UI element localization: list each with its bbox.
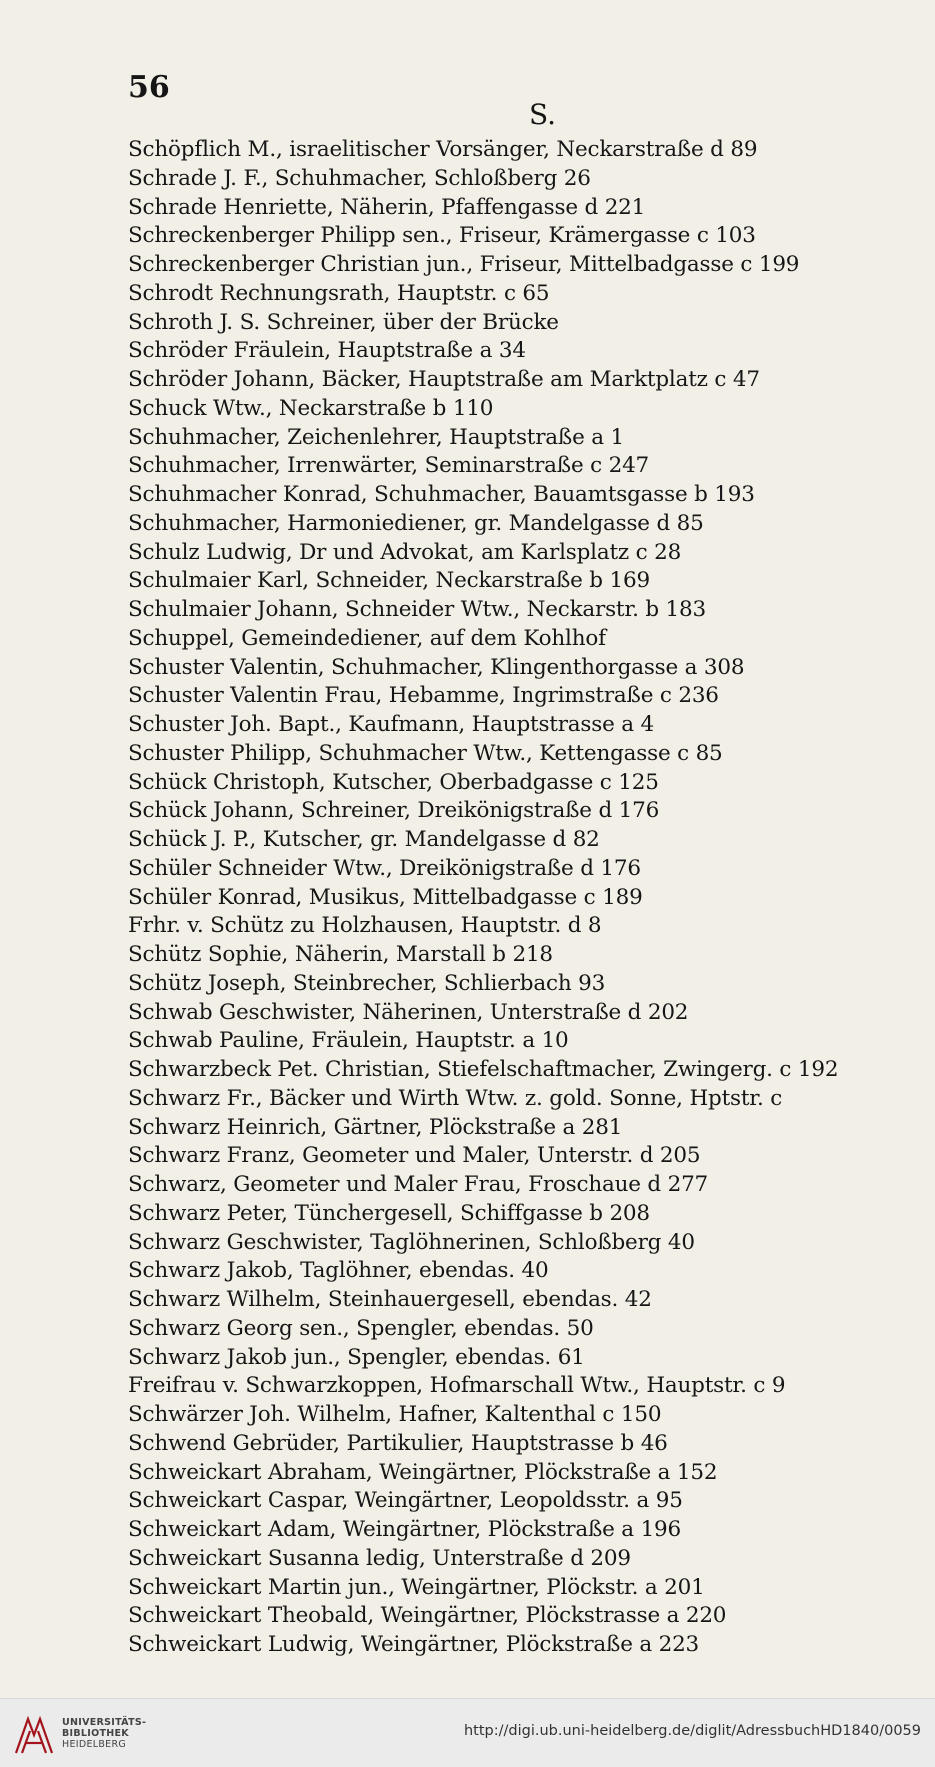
library-name: UNIVERSITÄTS- BIBLIOTHEK HEIDELBERG	[62, 1717, 147, 1750]
directory-entries	[128, 136, 928, 1660]
directory-entry: Schuppel, Gemeindediener, auf dem Kohlhof	[128, 625, 606, 651]
directory-entry: Schück Johann, Schreiner, Dreikönigstraße d 176	[128, 798, 660, 824]
directory-entry: Schwarz Geschwister, Taglöhnerinen, Schloßberg 40	[128, 1229, 695, 1255]
directory-entry: Schwab Geschwister, Näherinen, Unterstraße d 202	[128, 999, 689, 1025]
directory-entry: Schuster Valentin, Schuhmacher, Klingenthorgasse a 308	[128, 654, 745, 680]
directory-entry: Schwend Gebrüder, Partikulier, Hauptstrasse b 46	[128, 1430, 668, 1456]
directory-entry: Schöpflich M., israelitischer Vorsänger, Neckarstraße d 89	[128, 137, 758, 162]
directory-entry: Schweickart Ludwig, Weingärtner, Plöckstraße a 223	[128, 1632, 700, 1657]
source-url[interactable]: http://digi.ub.uni-heidelberg.de/diglit/AdressbuchHD1840/0059	[463, 1723, 921, 1739]
footer-bar	[0, 1698, 935, 1767]
directory-entry: Schwärzer Joh. Wilhelm, Hafner, Kaltenthal c 150	[128, 1402, 662, 1427]
directory-entry: Schweickart Susanna ledig, Unterstraße d 209	[128, 1545, 631, 1571]
directory-entry: Schwarz, Geometer und Maler Frau, Froschaue d 277	[128, 1172, 709, 1197]
directory-entry: Schück J. P., Kutscher, gr. Mandelgasse d 82	[128, 827, 600, 852]
directory-entry: Schroth J. S. Schreiner, über der Brücke	[128, 309, 559, 335]
directory-entry: Schweickart Theobald, Weingärtner, Plöckstrasse a 220	[128, 1603, 727, 1629]
university-seal-icon	[10, 1711, 58, 1759]
directory-entry: Schück Christoph, Kutscher, Oberbadgasse c 125	[128, 769, 659, 795]
directory-entry: Schwab Pauline, Fräulein, Hauptstr. a 10	[128, 1028, 569, 1054]
directory-entry: Schweickart Martin jun., Weingärtner, Plöckstr. a 201	[128, 1574, 705, 1600]
directory-entry: Schuster Joh. Bapt., Kaufmann, Hauptstrasse a 4	[128, 712, 654, 737]
directory-entry: Schwarz Georg sen., Spengler, ebendas. 50	[128, 1315, 594, 1341]
directory-entry: Schuhmacher, Irrenwärter, Seminarstraße c 247	[128, 453, 650, 479]
directory-entry: Schwarz Jakob jun., Spengler, ebendas. 61	[128, 1344, 585, 1370]
directory-entry: Schuck Wtw., Neckarstraße b 110	[128, 395, 494, 421]
directory-entry: Schuhmacher, Harmoniediener, gr. Mandelgasse d 85	[128, 510, 704, 536]
directory-entry: Schreckenberger Philipp sen., Friseur, Krämergasse c 103	[128, 223, 756, 249]
directory-entry: Schulmaier Karl, Schneider, Neckarstraße b 169	[128, 568, 650, 594]
directory-entry: Schwarz Wilhelm, Steinhauergesell, ebendas. 42	[128, 1287, 652, 1312]
directory-entry: Schuster Valentin Frau, Hebamme, Ingrimstraße c 236	[128, 683, 719, 709]
directory-entry: Schuster Philipp, Schuhmacher Wtw., Kettengasse c 85	[128, 740, 723, 766]
directory-entry: Schwarz Heinrich, Gärtner, Plöckstraße a 281	[128, 1114, 623, 1140]
directory-entry: Schrade J. F., Schuhmacher, Schloßberg 26	[128, 165, 591, 191]
directory-entry: Schütz Sophie, Näherin, Marstall b 218	[128, 942, 553, 967]
directory-entry: Schulz Ludwig, Dr und Advokat, am Karlsplatz c 28	[128, 539, 682, 565]
directory-entry: Schwarzbeck Pet. Christian, Stiefelschaftmacher, Zwingerg. c 192	[128, 1057, 839, 1082]
directory-entry: Schröder Johann, Bäcker, Hauptstraße am Marktplatz c 47	[128, 367, 760, 392]
directory-entry: Schwarz Jakob, Taglöhner, ebendas. 40	[128, 1258, 549, 1284]
directory-entry: Schweickart Caspar, Weingärtner, Leopoldsstr. a 95	[128, 1488, 683, 1514]
directory-entry: Schweickart Abraham, Weingärtner, Plöckstraße a 152	[128, 1459, 718, 1485]
directory-entry: Schweickart Adam, Weingärtner, Plöckstraße a 196	[128, 1517, 682, 1542]
directory-entry: Schwarz Fr., Bäcker und Wirth Wtw. z. gold. Sonne, Hptstr. c	[128, 1085, 783, 1111]
directory-entry: Schröder Fräulein, Hauptstraße a 34	[128, 338, 526, 364]
directory-entry: Schwarz Peter, Tünchergesell, Schiffgasse b 208	[128, 1200, 650, 1226]
directory-entry: Schüler Konrad, Musikus, Mittelbadgasse c 189	[128, 884, 643, 910]
directory-entry: Schwarz Franz, Geometer und Maler, Unterstr. d 205	[128, 1143, 701, 1169]
directory-entry: Schütz Joseph, Steinbrecher, Schlierbach 93	[128, 970, 606, 996]
directory-entry: Schreckenberger Christian jun., Friseur, Mittelbadgasse c 199	[128, 252, 800, 277]
directory-entry: Schulmaier Johann, Schneider Wtw., Neckarstr. b 183	[128, 597, 706, 622]
directory-entry: Schrodt Rechnungsrath, Hauptstr. c 65	[128, 280, 550, 306]
directory-entry: Frhr. v. Schütz zu Holzhausen, Hauptstr. d 8	[128, 913, 602, 939]
directory-entry: Schuhmacher, Zeichenlehrer, Hauptstraße a 1	[128, 424, 624, 450]
directory-entry: Schüler Schneider Wtw., Dreikönigstraße d 176	[128, 855, 641, 881]
directory-entry: Freifrau v. Schwarzkoppen, Hofmarschall Wtw., Hauptstr. c 9	[128, 1373, 786, 1399]
directory-entry: Schrade Henriette, Näherin, Pfaffengasse d 221	[128, 194, 646, 220]
page-number: 56	[128, 70, 170, 105]
section-letter: S.	[528, 98, 557, 131]
directory-entry: Schuhmacher Konrad, Schuhmacher, Bauamtsgasse b 193	[128, 482, 755, 507]
